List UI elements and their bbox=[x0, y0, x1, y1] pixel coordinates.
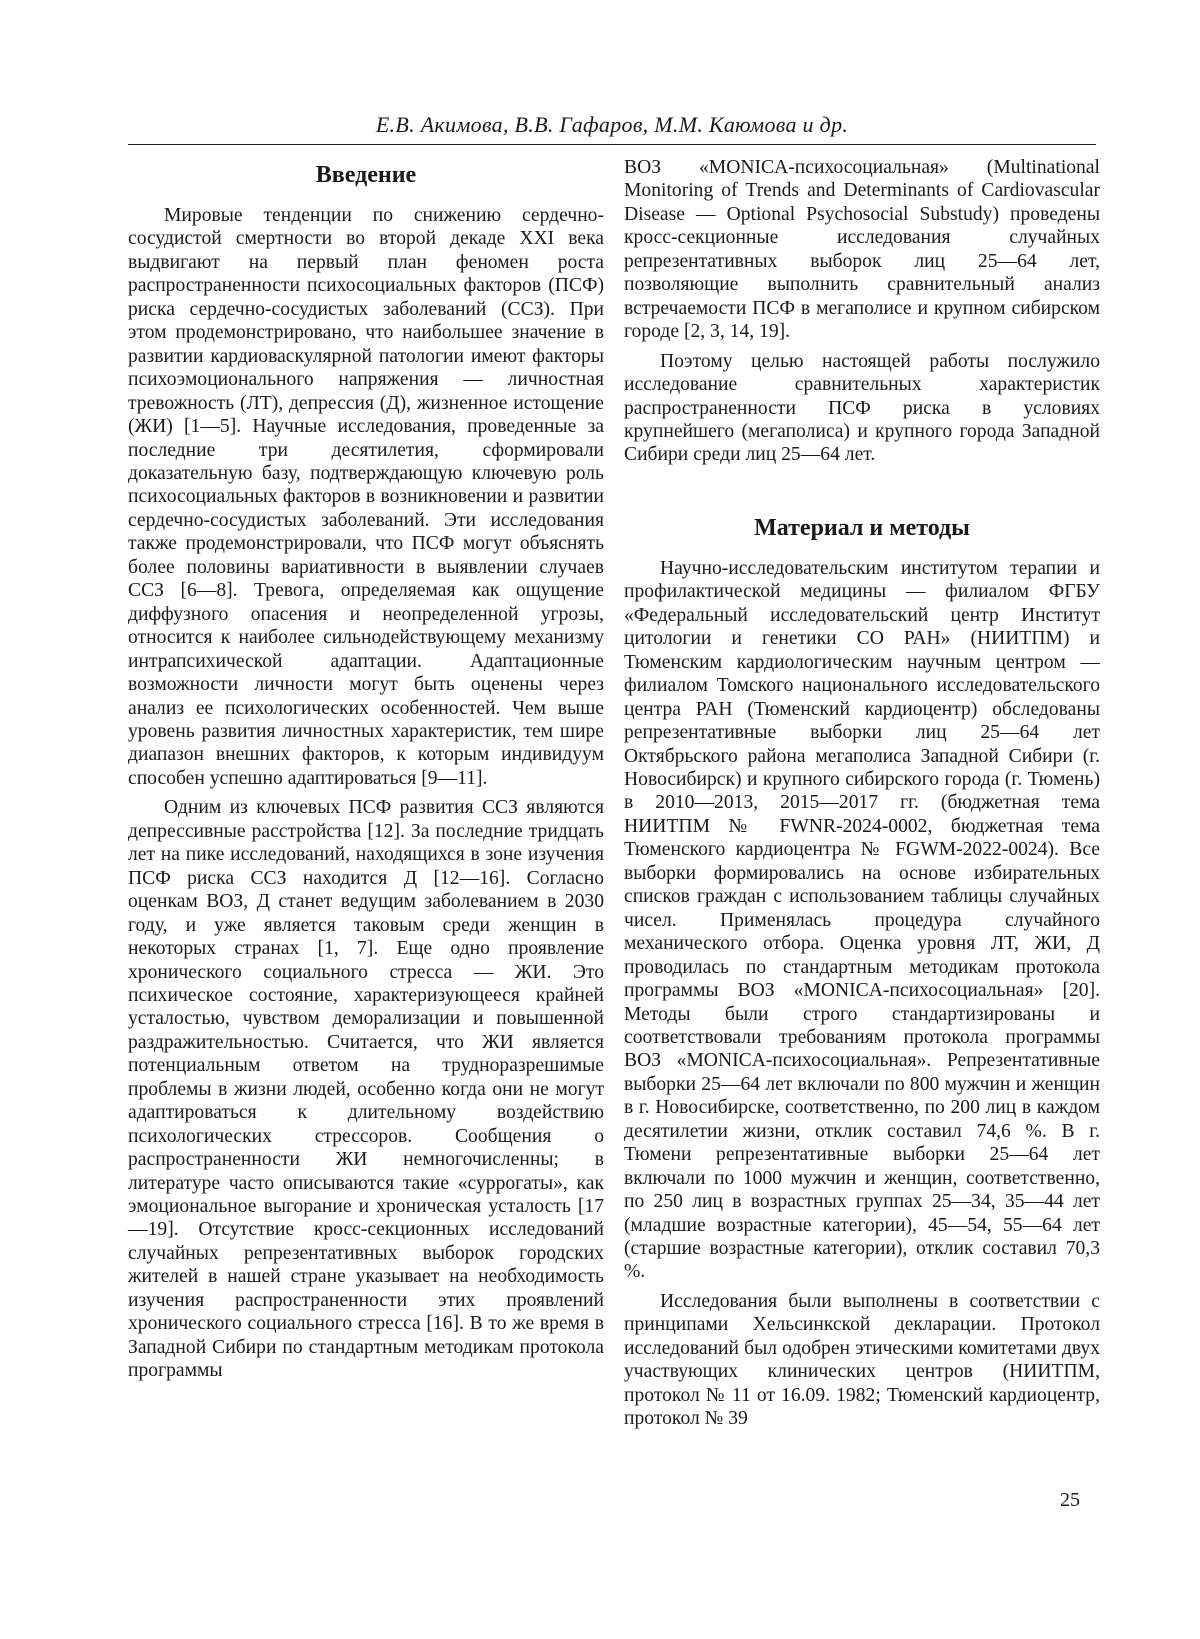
paragraph: Одним из ключевых ПСФ развития ССЗ являются депрессивные расстройства [12]. За последние тридцать лет на пике исследований, находящихся в зоне изучения ПСФ риска ССЗ находится Д [12—16]. Согласно оценкам ВОЗ, Д станет ведущим заболеванием в 2030 году, и уже является таковым среди женщин в некоторых странах [1, 7]. Еще одно проявление хронического социального стресса — ЖИ. Это психическое состояние, характеризующееся крайней усталостью, чувством деморализации и повышенной раздражительностью. Считается, что ЖИ является потенциальным ответом на трудноразрешимые проблемы в жизни людей, особенно когда они не могут адаптироваться к длительному воздействию психологических стрессоров. Сообщения о распространенности ЖИ немногочисленны; в литературе часто описываются такие «суррогаты», как эмоциональное выгорание и хроническая усталость [17—19]. Отсутствие кросс-секционных исследований случайных репрезентативных выборок городских жителей в нашей стране указывает на необходимость изучения распространенности этих проявлений хронического социального стресса [16]. В то же время в Западной Сибири по стандартным методикам протокола программы bbox=[128, 797, 604, 1382]
paragraph: Исследования были выполнены в соответствии с принципами Хельсинкской декларации. Протокол исследований был одобрен этическими комитетами двух участвующих клинических центров (НИИТПМ, протокол № 11 от 16.09. 1982; Тюменский кардиоцентр, протокол № 39 bbox=[624, 1290, 1100, 1430]
header-authors: Е.В. Акимова, В.В. Гафаров, М.М. Каюмова и др. bbox=[375, 112, 849, 137]
section-heading-methods: Материал и методы bbox=[754, 514, 970, 541]
left-column bbox=[128, 156, 604, 1389]
section-heading-introduction: Введение bbox=[315, 162, 417, 188]
running-header bbox=[128, 110, 1096, 145]
paragraph: Поэтому целью настоящей работы послужило исследование сравнительных характеристик распространенности ПСФ риска в условиях крупнейшего (мегаполиса) и крупного города Западной Сибири среди лиц 25—64 лет. bbox=[624, 350, 1100, 466]
page-number: 25 bbox=[1060, 1489, 1080, 1511]
paragraph: ВОЗ «MONICA-психосоциальная» (Multinational Monitoring of Trends and Determinants of Cardiovascular Disease — Optional Psychosocial Substudy) проведены кросс-секционные исследования случайных репрезентативных выборок лиц 25—64 лет, позволяющие выполнить сравнительный анализ встречаемости ПСФ в мегаполисе и крупном сибирском городе [2, 3, 14, 19]. bbox=[624, 157, 1100, 343]
paragraph: Мировые тенденции по снижению сердечно-сосудистой смертности во второй декаде XXI века выдвигают на первый план феномен роста распространенности психосоциальных факторов (ПСФ) риска сердечно-сосудистых заболеваний (ССЗ). При этом продемонстрировано, что наибольшее значение в развитии кардиоваскулярной патологии имеют факторы психоэмоционального напряжения — личностная тревожность (ЛТ), депрессия (Д), жизненное истощение (ЖИ) [1—5]. Научные исследования, проведенные за последние три десятилетия, сформировали доказательную базу, подтверждающую ключевую роль психосоциальных факторов в возникновении и развитии сердечно-сосудистых заболеваний. Эти исследования также продемонстрировали, что ПСФ могут объяснять более половины вариативности в выявлении случаев ССЗ [6—8]. Тревога, определяемая как ощущение диффузного опасения и неопределенной угрозы, относится к наиболее сильнодействующему механизму интрапсихической адаптации. Адаптационные возможности личности могут быть оценены через анализ ее психологических особенностей. Чем выше уровень развития личностных характеристик, тем шире диапазон внешних факторов, к которым индивидуум способен успешно адаптироваться [9—11]. bbox=[128, 205, 604, 789]
paragraph: Научно-исследовательским институтом терапии и профилактической медицины — филиалом ФГБУ «Федеральный исследовательский центр Институт цитологии и генетики СО РАН» (НИИТПМ) и Тюменским кардиологическим научным центром — филиалом Томского национального исследовательского центра РАН (Тюменский кардиоцентр) обследованы репрезентативные выборки лиц 25—64 лет Октябрьского района мегаполиса Западной Сибири (г. Новосибирск) и крупного сибирского города (г. Тюмень) в 2010—2013, 2015—2017 гг. (бюджетная тема НИИТПМ № FWNR-2024-0002, бюджетная тема Тюменского кардиоцентра № FGWM-2022-0024). Все выборки формировались на основе избирательных списков граждан с использованием таблицы случайных чисел. Применялась процедура случайного механического отбора. Оценка уровня ЛТ, ЖИ, Д проводилась по стандартным методикам протокола программы ВОЗ «MONICA-психосоциальная» [20]. Методы были строго стандартизированы и соответствовали требованиям протокола программы ВОЗ «MONICA-психосоциальная». Репрезентативные выборки 25—64 лет включали по 800 мужчин и женщин в г. Новосибирске, соответственно, по 200 лиц в каждом десятилетии жизни, отклик составил 74,6 %. В г. Тюмени репрезентативные выборки 25—64 лет включали по 1000 мужчин и женщин, соответственно, по 250 лиц в возрастных группах 25—34, 35—44 лет (младшие возрастные категории), 45—54, 55—64 лет (старшие возрастные категории), отклик составил 70,3 %. bbox=[624, 557, 1100, 1283]
right-column bbox=[624, 156, 1100, 1437]
